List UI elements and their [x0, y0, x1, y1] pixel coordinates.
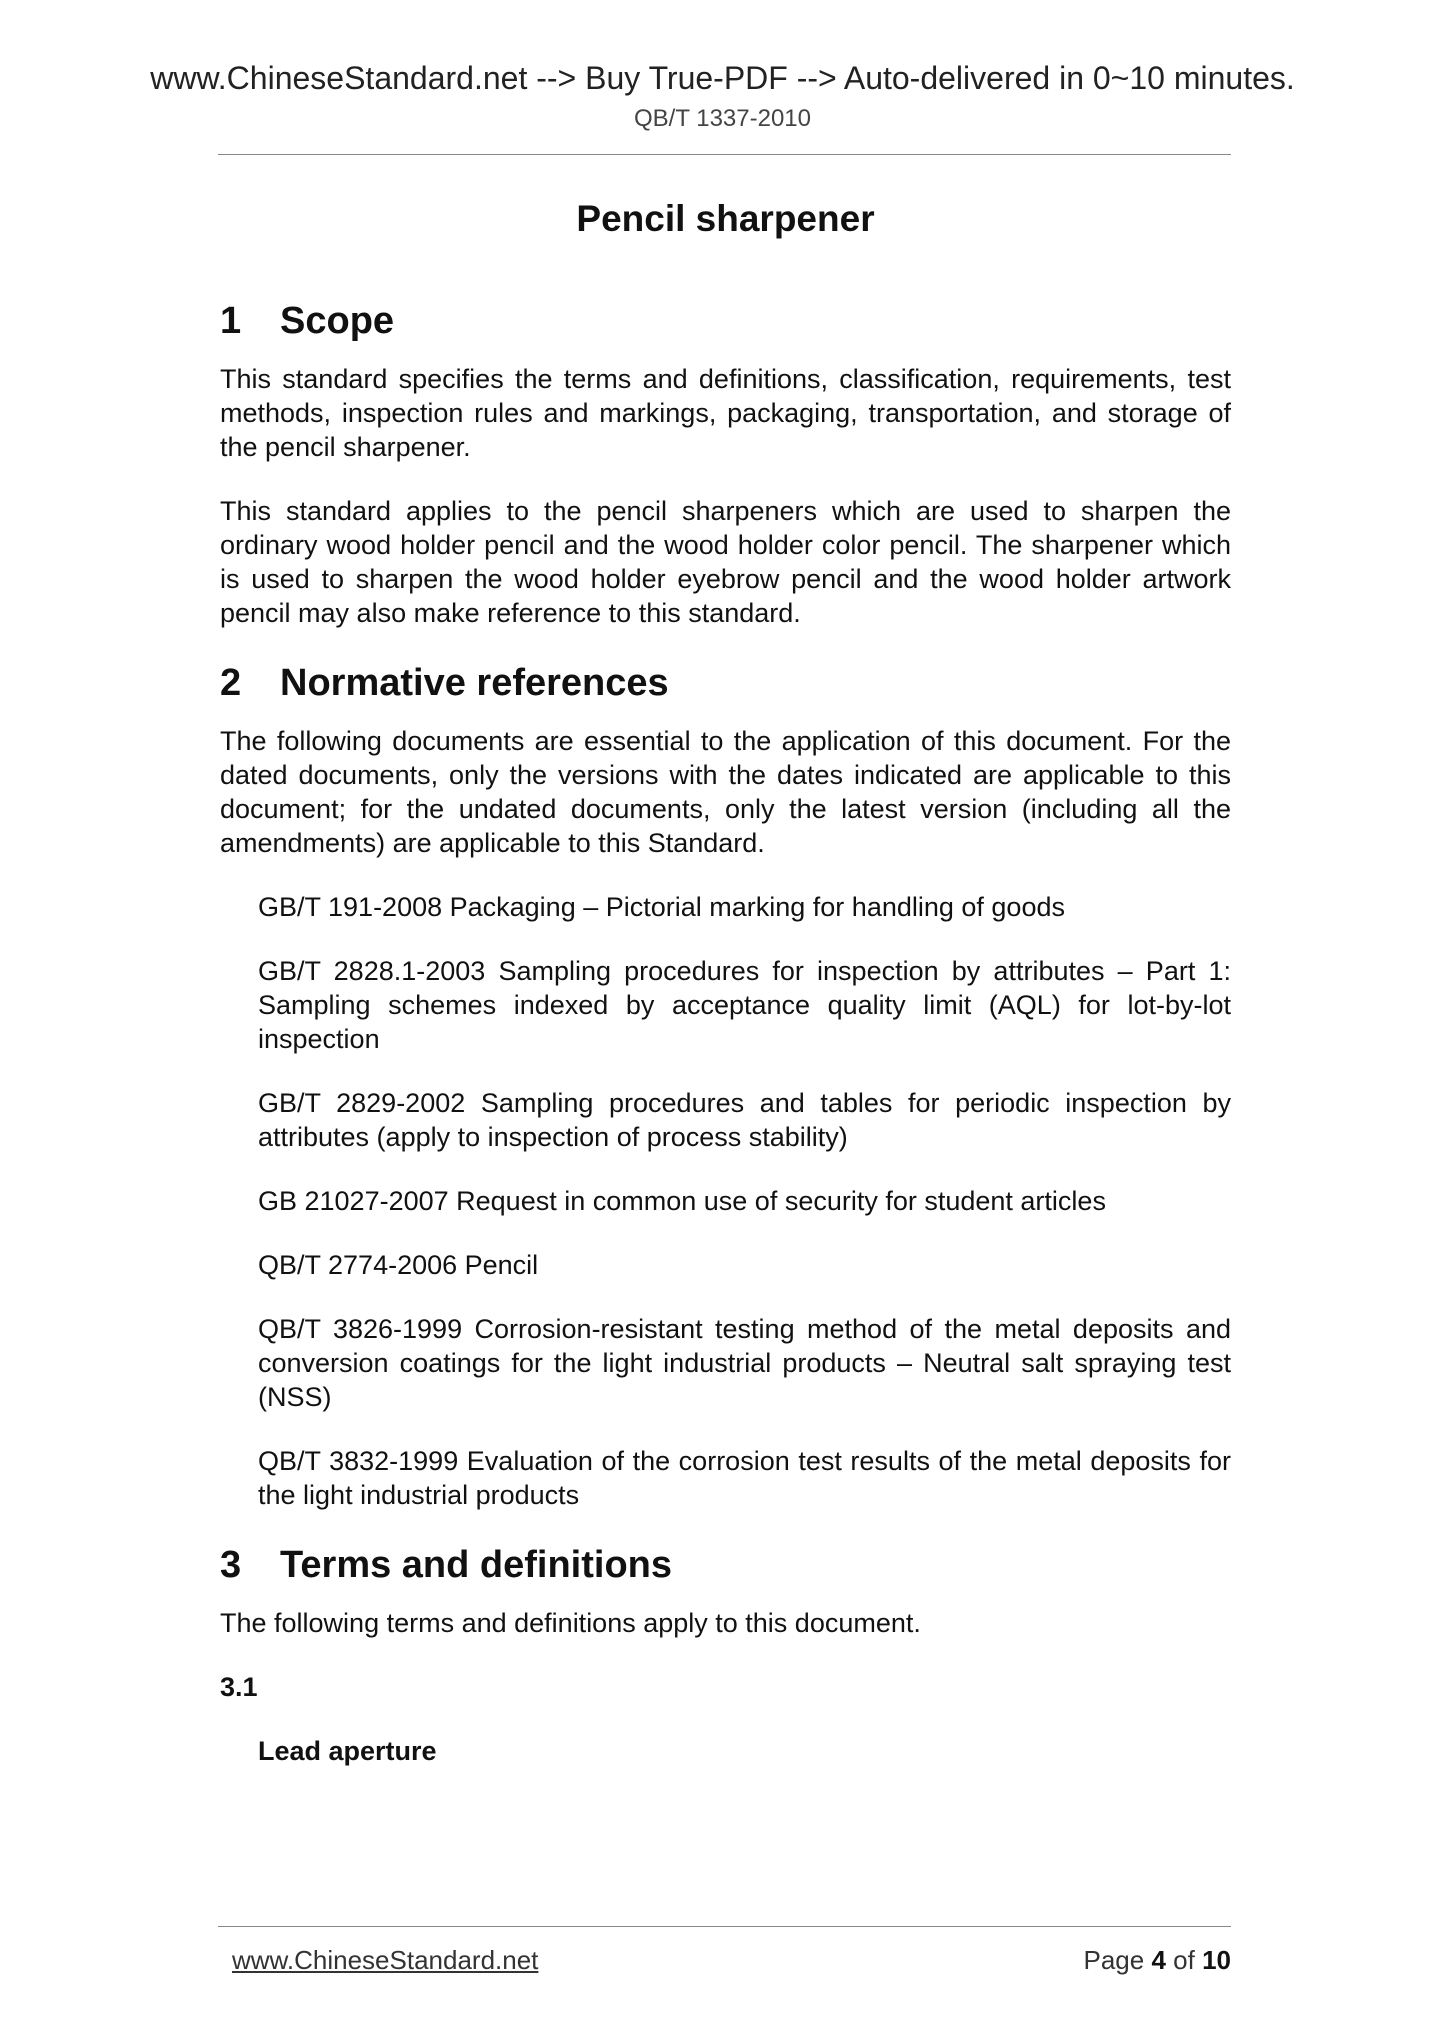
page-current: 4 [1151, 1945, 1166, 1975]
section-title: Scope [280, 300, 395, 342]
document-title: Pencil sharpener [576, 198, 875, 239]
page-body [220, 196, 1231, 1768]
section-number: 3 [220, 1544, 242, 1586]
header-divider [218, 154, 1231, 155]
reference-item: QB/T 3826-1999 Corrosion-resistant testing method of the metal deposits and conversion coatings for the light industrial products – Neutral salt spraying test (NSS) [258, 1314, 1231, 1412]
download-banner: www.ChineseStandard.net --> Buy True-PDF --> Auto-delivered in 0~10 minutes. [150, 60, 1295, 96]
reference-item: QB/T 3832-1999 Evaluation of the corrosion test results of the metal deposits for the light industrial products [258, 1446, 1231, 1510]
section-heading-normative-references [220, 660, 1231, 706]
page-total: 10 [1202, 1945, 1231, 1975]
document-id: QB/T 1337-2010 [633, 105, 811, 132]
page-prefix: Page [1083, 1945, 1145, 1975]
section-heading-terms-and-definitions [220, 1542, 1231, 1588]
page-of: of [1173, 1945, 1195, 1975]
scope-paragraph-1: This standard specifies the terms and definitions, classification, requirements, test methods, inspection rules and markings, packaging, transportation, and storage of the pencil sharpener. [220, 364, 1231, 462]
section-title: Normative references [280, 662, 669, 704]
terms-intro: The following terms and definitions apply to this document. [220, 1608, 921, 1638]
footer-divider [218, 1926, 1231, 1927]
reference-item: GB 21027-2007 Request in common use of security for student articles [258, 1186, 1106, 1216]
normative-intro: The following documents are essential to the application of this document. For the dated documents, only the versions with the dates indicated are applicable to this document; for the undated documents, only the latest version (including all the amendments) are applicable to this Standard. [220, 726, 1231, 858]
reference-item: GB/T 2829-2002 Sampling procedures and tables for periodic inspection by attributes (apply to inspection of process stability) [258, 1088, 1231, 1152]
footer-website-link[interactable]: www.ChineseStandard.net [232, 1945, 539, 1975]
reference-item: GB/T 2828.1-2003 Sampling procedures for inspection by attributes – Part 1: Sampling schemes indexed by acceptance quality limit (AQL) for lot-by-lot inspection [258, 956, 1231, 1054]
section-heading-scope [220, 298, 1231, 344]
scope-paragraph-2: This standard applies to the pencil sharpeners which are used to sharpen the ordinary wood holder pencil and the wood holder color pencil. The sharpener which is used to sharpen the wood holder eyebrow pencil and the wood holder artwork pencil may also make reference to this standard. [220, 496, 1231, 628]
section-title: Terms and definitions [280, 1544, 673, 1586]
term-name: Lead aperture [258, 1736, 437, 1766]
section-number: 2 [220, 662, 242, 704]
page-indicator [1083, 1944, 1231, 1976]
term-number: 3.1 [220, 1672, 258, 1702]
reference-item: GB/T 191-2008 Packaging – Pictorial marking for handling of goods [258, 892, 1065, 922]
reference-item: QB/T 2774-2006 Pencil [258, 1250, 539, 1280]
section-number: 1 [220, 300, 242, 342]
